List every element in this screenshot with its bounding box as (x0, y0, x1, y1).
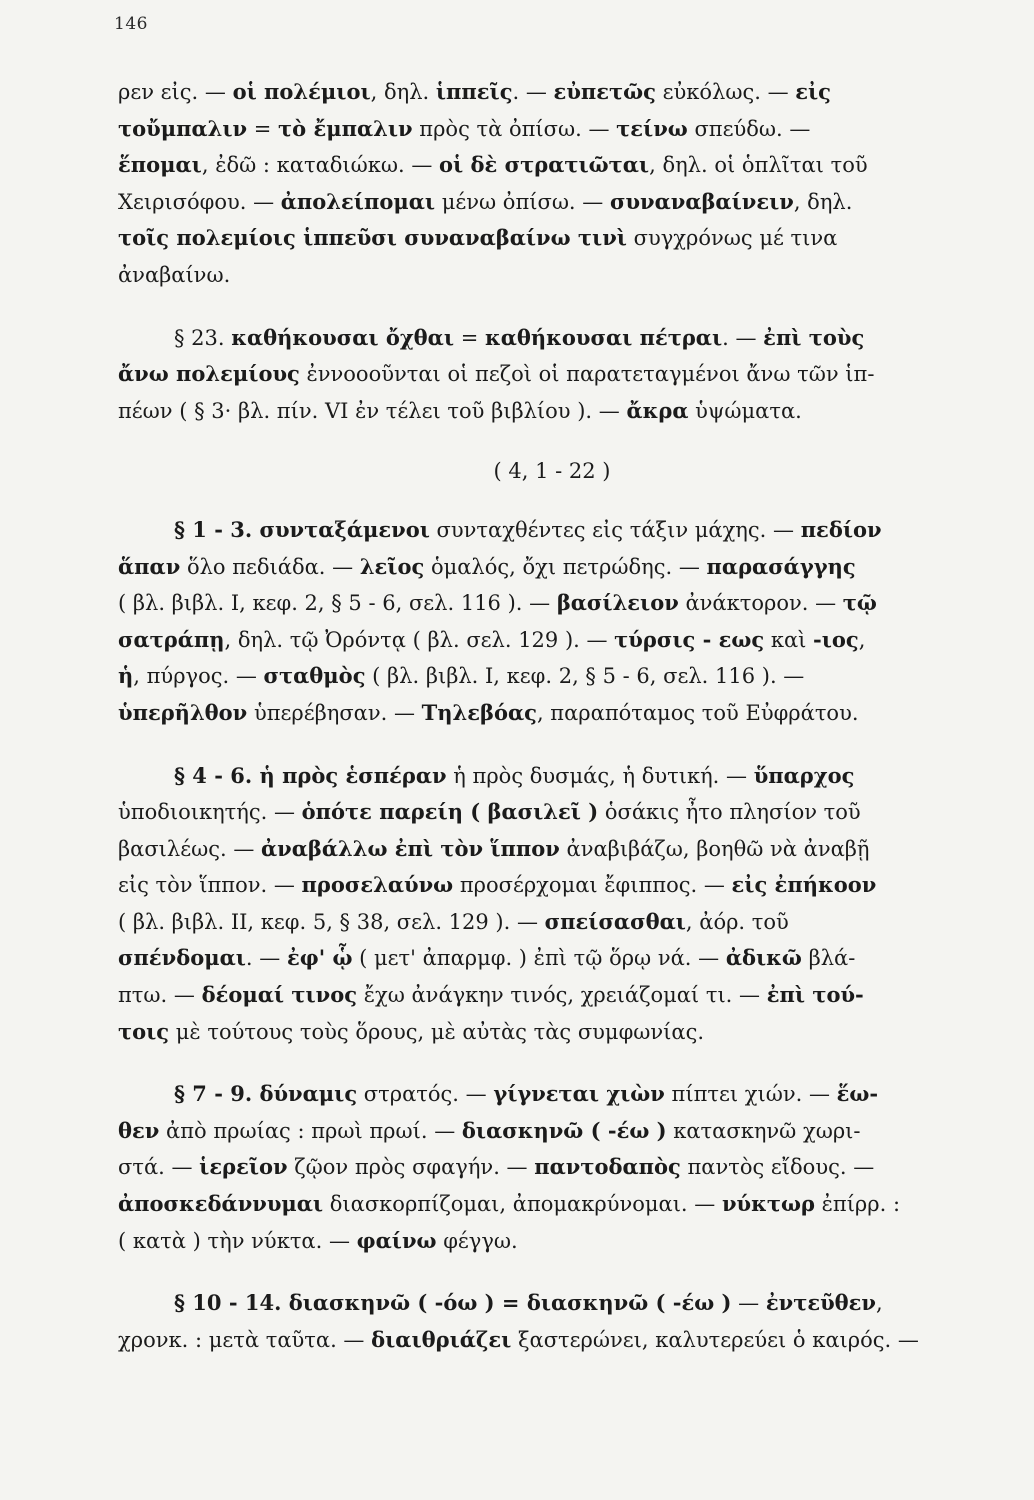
gloss: ( βλ. βιβλ. I, κεφ. 2, § 5 - 6, σελ. 116 ). — (118, 591, 557, 616)
gloss: = (454, 325, 485, 350)
text-line (118, 74, 986, 111)
text-line (118, 1223, 986, 1260)
gloss: πέων ( § 3· βλ. πίν. VI ἐν τέλει τοῦ βιβλίου ). — (118, 398, 627, 423)
lemma: δύναμις (259, 1081, 358, 1107)
gloss: , δηλ. τῷ Ὀρόντᾳ ( βλ. σελ. 129 ). — (224, 627, 615, 652)
text-line (118, 622, 986, 659)
gloss: , ἀόρ. τοῦ (685, 909, 789, 934)
gloss: εἰς τὸν ἵππον. — (118, 873, 302, 898)
lemma: τείνω (616, 115, 688, 141)
text-line (118, 111, 986, 148)
gloss: ὅλο πεδιάδα. — (180, 554, 360, 579)
lemma: ἱερεῖον (199, 1154, 288, 1180)
gloss: διασκορπίζομαι, ἀπομακρύνομαι. — (323, 1192, 722, 1217)
gloss: ὑψώματα. (688, 398, 802, 423)
gloss: σπεύδω. — (687, 116, 811, 141)
lemma: εἰς ἐπήκοον (731, 872, 877, 898)
lemma: ἡ πρὸς ἑσπέραν (259, 762, 447, 788)
gloss: ζῷον πρὸς σφαγήν. — (287, 1155, 535, 1180)
gloss: ( βλ. βιβλ. I, κεφ. 2, § 5 - 6, σελ. 116 ). — (365, 664, 805, 689)
lemma: τύρσις - εως (614, 626, 765, 652)
lemma: φαίνω (356, 1227, 437, 1253)
gloss: ἀναβαίνω. (118, 262, 231, 287)
gloss: στά. — (118, 1155, 200, 1180)
text-line (118, 831, 986, 868)
text-line (118, 794, 986, 831)
gloss: ὑποδιοικητής. — (118, 800, 302, 825)
paragraph (118, 1285, 986, 1358)
gloss: πίπτει χιών. — (664, 1082, 837, 1107)
lemma: ἀναβάλλω ἐπὶ τὸν ἵππον (261, 835, 560, 861)
lemma: διασκηνῶ ( -όω ) = διασκηνῶ ( -έω ) (288, 1290, 732, 1316)
text-line (118, 147, 986, 184)
paragraph (118, 1076, 986, 1259)
paragraph (118, 74, 986, 294)
gloss: , δηλ. (793, 189, 853, 214)
gloss: ἀπὸ πρωίας : πρωὶ πρωί. — (159, 1118, 462, 1143)
lemma: ὑπερῆλθον (118, 699, 248, 725)
lemma: εἰς (795, 79, 831, 104)
gloss: παντὸς εἴδους. — (680, 1155, 875, 1180)
lemma: ἕω- (836, 1081, 879, 1107)
gloss: εὐκόλως. — (655, 80, 796, 104)
lemma: σπείσασθαι (544, 908, 686, 934)
lemma: τῷ (842, 590, 877, 616)
gloss: κατασκηνῶ χωρι- (666, 1118, 861, 1143)
gloss: πτω. — (118, 983, 202, 1008)
lemma: διαιθριάζει (371, 1326, 512, 1352)
gloss: , (876, 1291, 883, 1316)
gloss: , δηλ. (370, 80, 436, 104)
lemma: ἐφ' ᾧ (286, 945, 353, 971)
lemma: ἐπὶ τού- (766, 982, 864, 1008)
gloss: ἐπίρρ. : (814, 1192, 901, 1217)
gloss: ρεν εἰς. — (118, 80, 233, 104)
lemma: παρασάγγης (706, 553, 856, 579)
gloss: καὶ (764, 627, 814, 652)
gloss: συγχρόνως μέ τινα (626, 226, 838, 251)
lemma: ὕπαρχος (753, 762, 855, 788)
text-line (118, 512, 986, 549)
lemma: καθήκουσαι ὄχθαι (231, 324, 455, 350)
text-line (118, 1285, 986, 1322)
gloss: ὑπερέβησαν. — (247, 700, 422, 725)
text-line (118, 320, 986, 357)
gloss: ἔχω ἀνάγκην τινός, χρειάζομαί τι. — (357, 983, 767, 1008)
text-line (118, 585, 986, 622)
text-line (118, 904, 986, 941)
lemma: εὐπετῶς (553, 79, 656, 104)
lemma: νύκτωρ (721, 1191, 815, 1217)
text-line (118, 940, 986, 977)
lemma: σπένδομαι (118, 945, 246, 971)
gloss: ( βλ. βιβλ. II, κεφ. 5, § 38, σελ. 129 ). — (118, 909, 545, 934)
gloss: μένω ὀπίσω. — (435, 189, 610, 214)
lemma: πεδίον (800, 516, 882, 542)
gloss: ἀναβιβάζω, βοηθῶ νὰ ἀναβῇ (559, 836, 870, 861)
text-line (118, 257, 986, 294)
section-heading: ( 4, 1 - 22 ) (493, 459, 611, 484)
gloss: φέγγω. (436, 1228, 518, 1253)
lemma: ἅπαν (118, 553, 181, 579)
lemma: ὁπότε παρείη ( βασιλεῖ ) (301, 799, 599, 825)
lemma: § 7 - 9. (174, 1081, 260, 1107)
lemma: γίγνεται χιὼν (493, 1081, 665, 1107)
text-line (118, 1014, 986, 1051)
gloss: στρατός. — (357, 1082, 494, 1107)
gloss: ( κατὰ ) τὴν νύκτα. — (118, 1228, 357, 1253)
paragraph (118, 320, 986, 430)
gloss: ξαστερώνει, καλυτερεύει ὁ καιρός. — (511, 1327, 919, 1352)
lemma: ἐπὶ τοὺς (763, 324, 865, 350)
gloss: προσέρχομαι ἔφιππος. — (453, 873, 732, 898)
lemma: βασίλειον (556, 590, 679, 616)
text-line (118, 1113, 986, 1150)
lemma: οἱ πολέμιοι (232, 79, 371, 104)
text-line (118, 1076, 986, 1113)
gloss: χρονκ. : μετὰ ταῦτα. — (118, 1327, 372, 1352)
gloss: συνταχθέντες εἰς τάξιν μάχης. — (429, 517, 801, 542)
gloss: . — (512, 80, 554, 104)
text-line (118, 695, 986, 732)
lemma: διασκηνῶ ( -έω ) (461, 1117, 667, 1143)
gloss: βλά- (801, 946, 856, 971)
lemma: ἐντεῦθεν (765, 1290, 877, 1316)
lemma: συναναβαίνειν (609, 188, 794, 214)
lemma: § 4 - 6. (174, 762, 260, 788)
gloss: , (858, 627, 866, 652)
text-line (118, 356, 986, 393)
gloss: μὲ τούτους τοὺς ὅρους, μὲ αὐτὰς τὰς συμφωνίας. (169, 1019, 705, 1044)
text-line (118, 867, 986, 904)
page-number: 146 (114, 14, 148, 34)
lemma: ἱππεῖς (435, 79, 513, 104)
gloss: = (247, 116, 279, 141)
gloss: . — (722, 325, 764, 350)
lemma: § 10 - 14. (174, 1290, 289, 1316)
lemma: τοις (118, 1018, 170, 1044)
text-line (118, 1186, 986, 1223)
gloss: . — (245, 946, 287, 971)
gloss: ( μετ' ἀπαρμφ. ) ἐπὶ τῷ ὅρῳ νά. — (352, 946, 726, 971)
lemma: ἕπομαι (118, 152, 202, 178)
gloss: ἡ πρὸς δυσμάς, ἡ δυτική. — (446, 763, 754, 788)
lemma: θεν (118, 1117, 160, 1143)
lemma: Τηλεβόας (421, 699, 537, 725)
paragraph (118, 512, 986, 732)
gloss: βασιλέως. — (118, 836, 261, 861)
text-line (118, 977, 986, 1014)
gloss: ἐννοοοῦνται οἱ πεζοὶ οἱ παρατεταγμένοι ἄνω τῶν ἱπ- (299, 362, 875, 387)
lemma: σατράπῃ (118, 626, 225, 652)
lemma: ἀδικῶ (725, 945, 802, 971)
lemma: δέομαί τινος (201, 982, 358, 1008)
text-line (118, 220, 986, 257)
lemma: ἀποσκεδάννυμαι (118, 1191, 324, 1217)
text-line (118, 393, 986, 430)
lemma: προσελαύνω (301, 872, 454, 898)
lemma: -ιος (813, 626, 859, 652)
lemma: σταθμὸς (263, 663, 366, 689)
lemma: τοὔμπαλιν (118, 115, 248, 141)
text-line (118, 184, 986, 221)
text-block (118, 74, 986, 1358)
lemma: παντοδαπὸς (534, 1154, 681, 1180)
gloss: ὁσάκις ἦτο πλησίον τοῦ (598, 800, 861, 825)
lemma: ἄκρα (626, 397, 689, 423)
gloss: — (731, 1291, 766, 1316)
lemma: συνταξάμενοι (259, 516, 430, 542)
gloss: Χειρισόφου. — (118, 189, 281, 214)
lemma: καθήκουσαι πέτραι (484, 324, 723, 350)
text-line (118, 658, 986, 695)
gloss: , δηλ. οἱ ὁπλῖται τοῦ (649, 153, 868, 178)
lemma: § 1 - 3. (174, 516, 260, 542)
text-line (118, 549, 986, 586)
gloss: , παραπόταμος τοῦ Εὐφράτου. (536, 700, 859, 725)
gloss: πρὸς τὰ ὀπίσω. — (412, 116, 617, 141)
text-line (118, 758, 986, 795)
lemma: τὸ ἔμπαλιν (278, 115, 413, 141)
gloss: ὁμαλός, ὄχι πετρώδης. — (424, 554, 707, 579)
text-line (118, 1149, 986, 1186)
paragraph (118, 758, 986, 1051)
gloss: § 23. (174, 325, 232, 350)
lemma: ἄνω πολεμίους (118, 361, 300, 387)
lemma: ἀπολείπομαι (280, 188, 436, 214)
lemma: οἱ δὲ στρατιῶται (439, 152, 650, 178)
gloss: , πύργος. — (133, 664, 264, 689)
text-line (118, 1322, 986, 1359)
gloss: ἀνάκτορον. — (678, 591, 843, 616)
lemma: λεῖος (359, 553, 425, 579)
lemma: ἡ (118, 663, 134, 689)
gloss: , ἐδῶ : καταδιώκω. — (201, 153, 440, 178)
lemma: τοῖς πολεμίοις ἱππεῦσι συναναβαίνω τινὶ (118, 225, 627, 251)
